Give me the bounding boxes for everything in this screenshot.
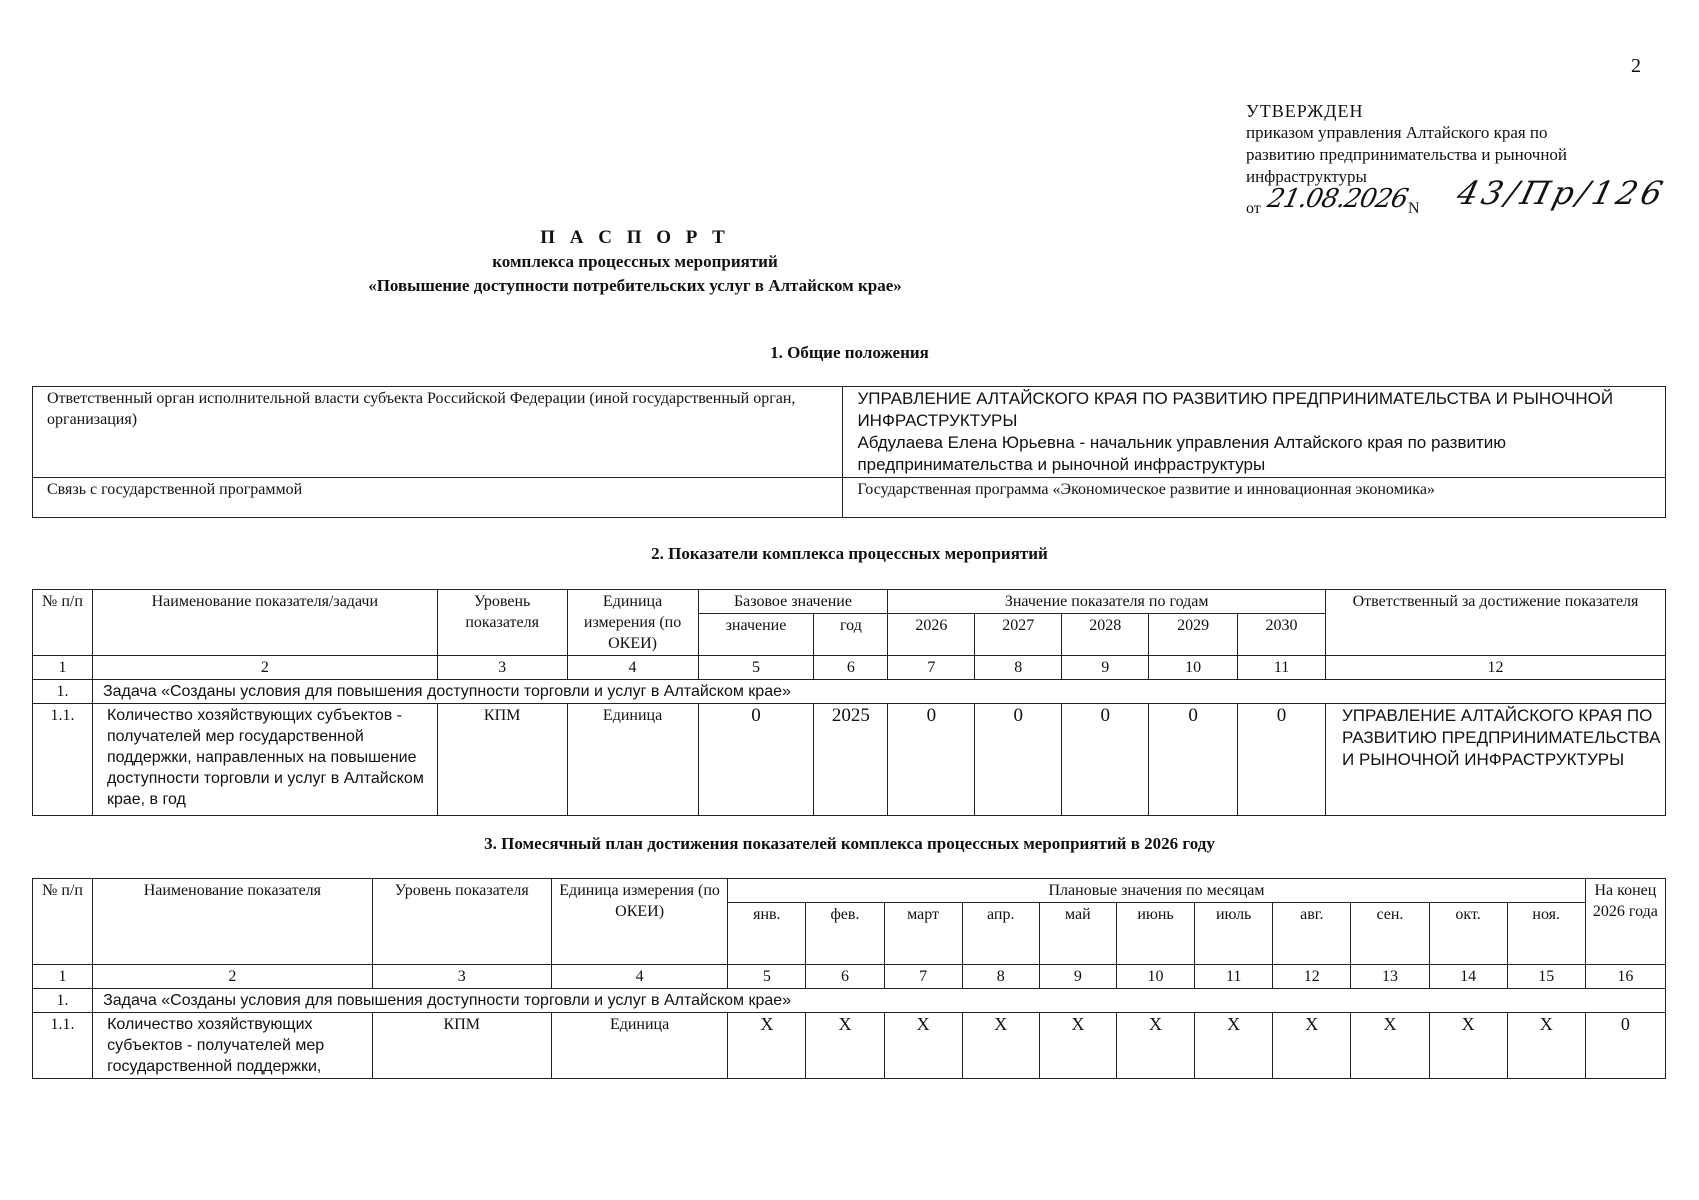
- column-number: 5: [728, 965, 806, 989]
- row-year-value: 0: [1238, 704, 1326, 816]
- row-year-value: 0: [1062, 704, 1149, 816]
- header-level: Уровень показателя: [437, 590, 567, 656]
- column-number: 3: [437, 656, 567, 680]
- column-number: 4: [551, 965, 727, 989]
- title-passport: П А С П О Р Т: [540, 227, 730, 248]
- column-number: 12: [1326, 656, 1666, 680]
- row-num: 1.1.: [33, 704, 93, 816]
- header-unit: Единица измерения (по ОКЕИ): [567, 590, 698, 656]
- handwritten-date: 21.08.2026: [1264, 184, 1411, 214]
- general-provisions-table: [32, 386, 1666, 518]
- column-number: 8: [975, 656, 1062, 680]
- header-row: [33, 879, 1666, 903]
- approval-block: [1246, 100, 1671, 228]
- task-row: [33, 989, 1666, 1013]
- column-number: 16: [1585, 965, 1665, 989]
- row-unit: Единица: [551, 1013, 727, 1079]
- row-month-value: X: [884, 1013, 962, 1079]
- row-year-value: 0: [975, 704, 1062, 816]
- header-num: № п/п: [33, 879, 93, 965]
- row-base-value: 0: [698, 704, 814, 816]
- header-by-years: Значение показателя по годам: [888, 590, 1326, 614]
- column-number: 1: [33, 656, 93, 680]
- header-month: сен.: [1351, 903, 1429, 965]
- header-month: авг.: [1273, 903, 1351, 965]
- section3-title: 3. Помесячный план достижения показателей комплекса процессных мероприятий в 2026 году: [484, 834, 1215, 853]
- header-year: 2026: [888, 614, 975, 656]
- column-number: 10: [1116, 965, 1194, 989]
- section1-title: 1. Общие положения: [770, 343, 929, 362]
- column-number: 5: [698, 656, 814, 680]
- header-level: Уровень показателя: [372, 879, 551, 965]
- from-label: от: [1246, 200, 1261, 217]
- document-title: [0, 226, 1270, 298]
- task-num: 1.: [33, 680, 93, 704]
- table-row: [33, 387, 1666, 478]
- table-cell-label: Ответственный орган исполнительной власти субъекта Российской Федерации (иной государственный орган, организация): [33, 387, 843, 478]
- task-text: Задача «Созданы условия для повышения доступности торговли и услуг в Алтайском крае»: [92, 680, 1665, 704]
- row-month-value: X: [1195, 1013, 1273, 1079]
- approval-line: приказом управления Алтайского края по: [1246, 123, 1548, 142]
- header-num: № п/п: [33, 590, 93, 656]
- column-number: 6: [814, 656, 888, 680]
- row-month-value: X: [1039, 1013, 1116, 1079]
- column-number: 4: [567, 656, 698, 680]
- row-month-value: X: [806, 1013, 884, 1079]
- row-num: 1.1.: [33, 1013, 93, 1079]
- row-unit: Единица: [567, 704, 698, 816]
- row-year-value: 0: [1149, 704, 1238, 816]
- header-monthly: Плановые значения по месяцам: [728, 879, 1586, 903]
- header-month: май: [1039, 903, 1116, 965]
- approval-line: инфраструктуры: [1246, 167, 1367, 186]
- header-month: март: [884, 903, 962, 965]
- header-name: Наименование показателя: [93, 879, 373, 965]
- column-number: 12: [1273, 965, 1351, 989]
- table-row: [33, 704, 1666, 816]
- header-month: янв.: [728, 903, 806, 965]
- row-month-value: X: [962, 1013, 1039, 1079]
- number-label: N: [1408, 200, 1420, 217]
- row-month-value: X: [1116, 1013, 1194, 1079]
- column-number: 13: [1351, 965, 1429, 989]
- header-month: апр.: [962, 903, 1039, 965]
- row-year-end-value: 0: [1585, 1013, 1665, 1079]
- header-year: 2029: [1149, 614, 1238, 656]
- page-number: 2: [1631, 55, 1641, 77]
- approval-line: развитию предпринимательства и рыночной: [1246, 145, 1568, 164]
- task-row: [33, 680, 1666, 704]
- title-subtitle: комплекса процессных мероприятий: [492, 252, 778, 271]
- row-month-value: X: [1273, 1013, 1351, 1079]
- header-month: фев.: [806, 903, 884, 965]
- handwritten-order-number: 43/Пр/126: [1453, 174, 1671, 212]
- row-base-year: 2025: [814, 704, 888, 816]
- table-cell-value: [843, 387, 1666, 478]
- column-number: 1: [33, 965, 93, 989]
- column-number-row: [33, 656, 1666, 680]
- task-num: 1.: [33, 989, 93, 1013]
- header-name: Наименование показателя/задачи: [92, 590, 437, 656]
- header-base: Базовое значение: [698, 590, 888, 614]
- row-month-value: X: [728, 1013, 806, 1079]
- header-year: 2030: [1238, 614, 1326, 656]
- header-year-end: На конец 2026 года: [1585, 879, 1665, 965]
- monthly-plan-table: [32, 878, 1666, 1079]
- column-number: 15: [1507, 965, 1585, 989]
- header-row: [33, 590, 1666, 614]
- header-year: 2028: [1062, 614, 1149, 656]
- table-row: [33, 478, 1666, 518]
- column-number: 11: [1195, 965, 1273, 989]
- header-month: окт.: [1429, 903, 1507, 965]
- column-number: 14: [1429, 965, 1507, 989]
- task-text: Задача «Созданы условия для повышения доступности торговли и услуг в Алтайском крае»: [93, 989, 1666, 1013]
- column-number: 7: [884, 965, 962, 989]
- row-responsible: УПРАВЛЕНИЕ АЛТАЙСКОГО КРАЯ ПО РАЗВИТИЮ ПРЕДПРИНИМАТЕЛЬСТВА И РЫНОЧНОЙ ИНФРАСТРУКТУРЫ: [1326, 704, 1666, 816]
- table-row: [33, 1013, 1666, 1079]
- row-level: КПМ: [437, 704, 567, 816]
- approval-heading: УТВЕРЖДЕН: [1246, 101, 1364, 121]
- column-number: 11: [1238, 656, 1326, 680]
- column-number: 9: [1062, 656, 1149, 680]
- table-cell-value: Государственная программа «Экономическое развитие и инновационная экономика»: [843, 478, 1666, 518]
- column-number: 7: [888, 656, 975, 680]
- value-line: УПРАВЛЕНИЕ АЛТАЙСКОГО КРАЯ ПО РАЗВИТИЮ ПРЕДПРИНИМАТЕЛЬСТВА И РЫНОЧНОЙ ИНФРАСТРУКТУРЫ: [857, 389, 1614, 430]
- row-year-value: 0: [888, 704, 975, 816]
- section2-title: 2. Показатели комплекса процессных мероприятий: [651, 544, 1048, 563]
- header-month: ноя.: [1507, 903, 1585, 965]
- row-month-value: X: [1351, 1013, 1429, 1079]
- header-month: июль: [1195, 903, 1273, 965]
- table-cell-label: Связь с государственной программой: [33, 478, 843, 518]
- row-month-value: X: [1429, 1013, 1507, 1079]
- header-month: июнь: [1116, 903, 1194, 965]
- title-name: «Повышение доступности потребительских услуг в Алтайском крае»: [368, 276, 902, 295]
- column-number: 9: [1039, 965, 1116, 989]
- header-responsible: Ответственный за достижение показателя: [1326, 590, 1666, 656]
- row-month-value: X: [1507, 1013, 1585, 1079]
- header-year: 2027: [975, 614, 1062, 656]
- row-name: Количество хозяйствующих субъектов - получателей мер государственной поддержки, направленных на повышение доступности торговли и услуг в Алтайском крае, в год: [92, 704, 437, 816]
- header-base-value: значение: [698, 614, 814, 656]
- row-name: Количество хозяйствующих субъектов - получателей мер государственной поддержки,: [93, 1013, 373, 1079]
- column-number-row: [33, 965, 1666, 989]
- indicators-table: [32, 589, 1666, 816]
- column-number: 2: [92, 656, 437, 680]
- column-number: 8: [962, 965, 1039, 989]
- row-level: КПМ: [372, 1013, 551, 1079]
- value-line: Абдулаева Елена Юрьевна - начальник управления Алтайского края по развитию предпринимательства и рыночной инфраструктуры: [857, 433, 1507, 474]
- column-number: 10: [1149, 656, 1238, 680]
- header-unit: Единица измерения (по ОКЕИ): [551, 879, 727, 965]
- column-number: 6: [806, 965, 884, 989]
- column-number: 3: [372, 965, 551, 989]
- column-number: 2: [93, 965, 373, 989]
- header-base-year: год: [814, 614, 888, 656]
